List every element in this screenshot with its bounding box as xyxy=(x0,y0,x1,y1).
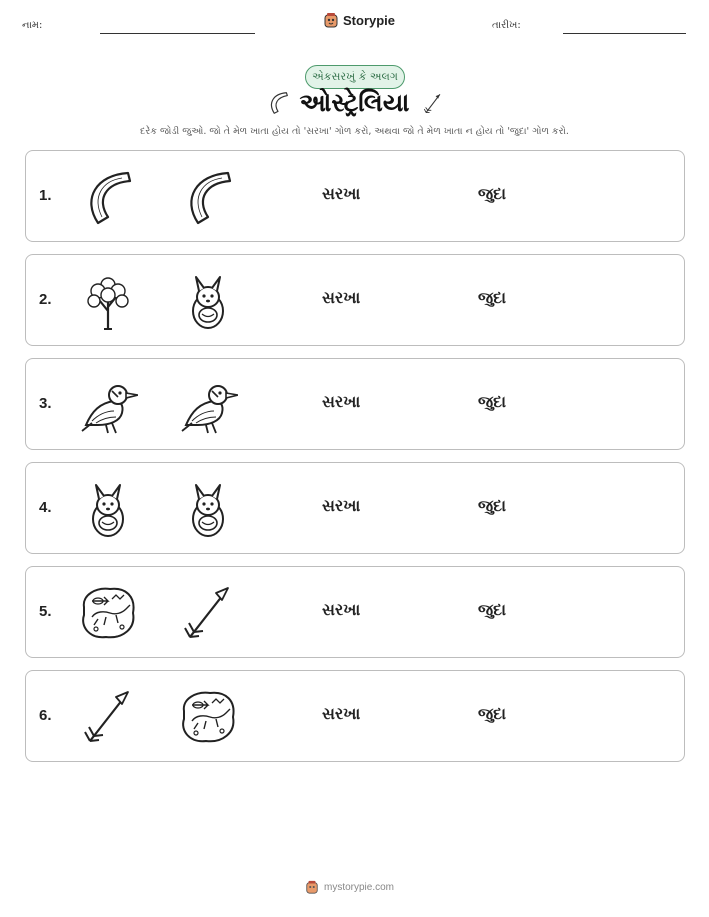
question-number: 2. xyxy=(39,291,52,308)
footer xyxy=(305,880,394,894)
kangaroo-icon xyxy=(78,479,138,539)
question-number: 3. xyxy=(39,395,52,412)
question-row xyxy=(25,670,685,762)
footer-url: mystorypie.com xyxy=(324,881,395,893)
question-number: 6. xyxy=(39,707,52,724)
question-row xyxy=(25,566,685,658)
worksheet-type-badge: એકસરખું કે અલગ xyxy=(305,65,405,89)
kangaroo-icon xyxy=(178,479,238,539)
question-row xyxy=(25,254,685,346)
question-number: 5. xyxy=(39,603,52,620)
boomerang-icon xyxy=(178,167,238,227)
storypie-icon xyxy=(305,880,319,894)
option-same[interactable]: સરખા xyxy=(322,288,361,307)
name-label: નામ: xyxy=(22,20,43,31)
storypie-icon xyxy=(323,12,339,28)
question-number: 1. xyxy=(39,187,52,204)
option-different[interactable]: જુદા xyxy=(478,184,507,203)
arrow-icon xyxy=(420,89,446,121)
question-row xyxy=(25,150,685,242)
page-title: ઓસ્ટ્રેલિયા xyxy=(299,88,410,117)
option-same[interactable]: સરખા xyxy=(322,496,361,515)
option-same[interactable]: સરખા xyxy=(322,704,361,723)
brand-logo xyxy=(323,12,395,28)
option-same[interactable]: સરખા xyxy=(322,600,361,619)
option-same[interactable]: સરખા xyxy=(322,184,361,203)
option-different[interactable]: જુદા xyxy=(478,392,507,411)
option-different[interactable]: જુદા xyxy=(478,288,507,307)
question-row xyxy=(25,358,685,450)
kookaburra-icon xyxy=(178,375,238,435)
rock-art-icon xyxy=(178,687,238,747)
kangaroo-icon xyxy=(178,271,238,331)
option-different[interactable]: જુદા xyxy=(478,600,507,619)
question-number: 4. xyxy=(39,499,52,516)
rock-art-icon xyxy=(78,583,138,643)
option-same[interactable]: સરખા xyxy=(322,392,361,411)
arrow-icon xyxy=(78,687,138,747)
option-different[interactable]: જુદા xyxy=(478,704,507,723)
date-field[interactable] xyxy=(563,33,686,34)
date-label: તારીખ: xyxy=(492,20,521,31)
question-row xyxy=(25,462,685,554)
option-different[interactable]: જુદા xyxy=(478,496,507,515)
kookaburra-icon xyxy=(78,375,138,435)
instructions-text: દરેક જોડી જુઓ. જો તે મેળ ખાતા હોય તો 'સરખા' ગોળ કરો, અથવા જો તે મેળ ખાતા ન હોય તો 'જુદા' ગોળ કરો. xyxy=(140,126,569,137)
tree-icon xyxy=(78,271,138,331)
brand-name: Storypie xyxy=(343,12,396,28)
name-field[interactable] xyxy=(100,33,255,34)
arrow-icon xyxy=(178,583,238,643)
boomerang-icon xyxy=(78,167,138,227)
